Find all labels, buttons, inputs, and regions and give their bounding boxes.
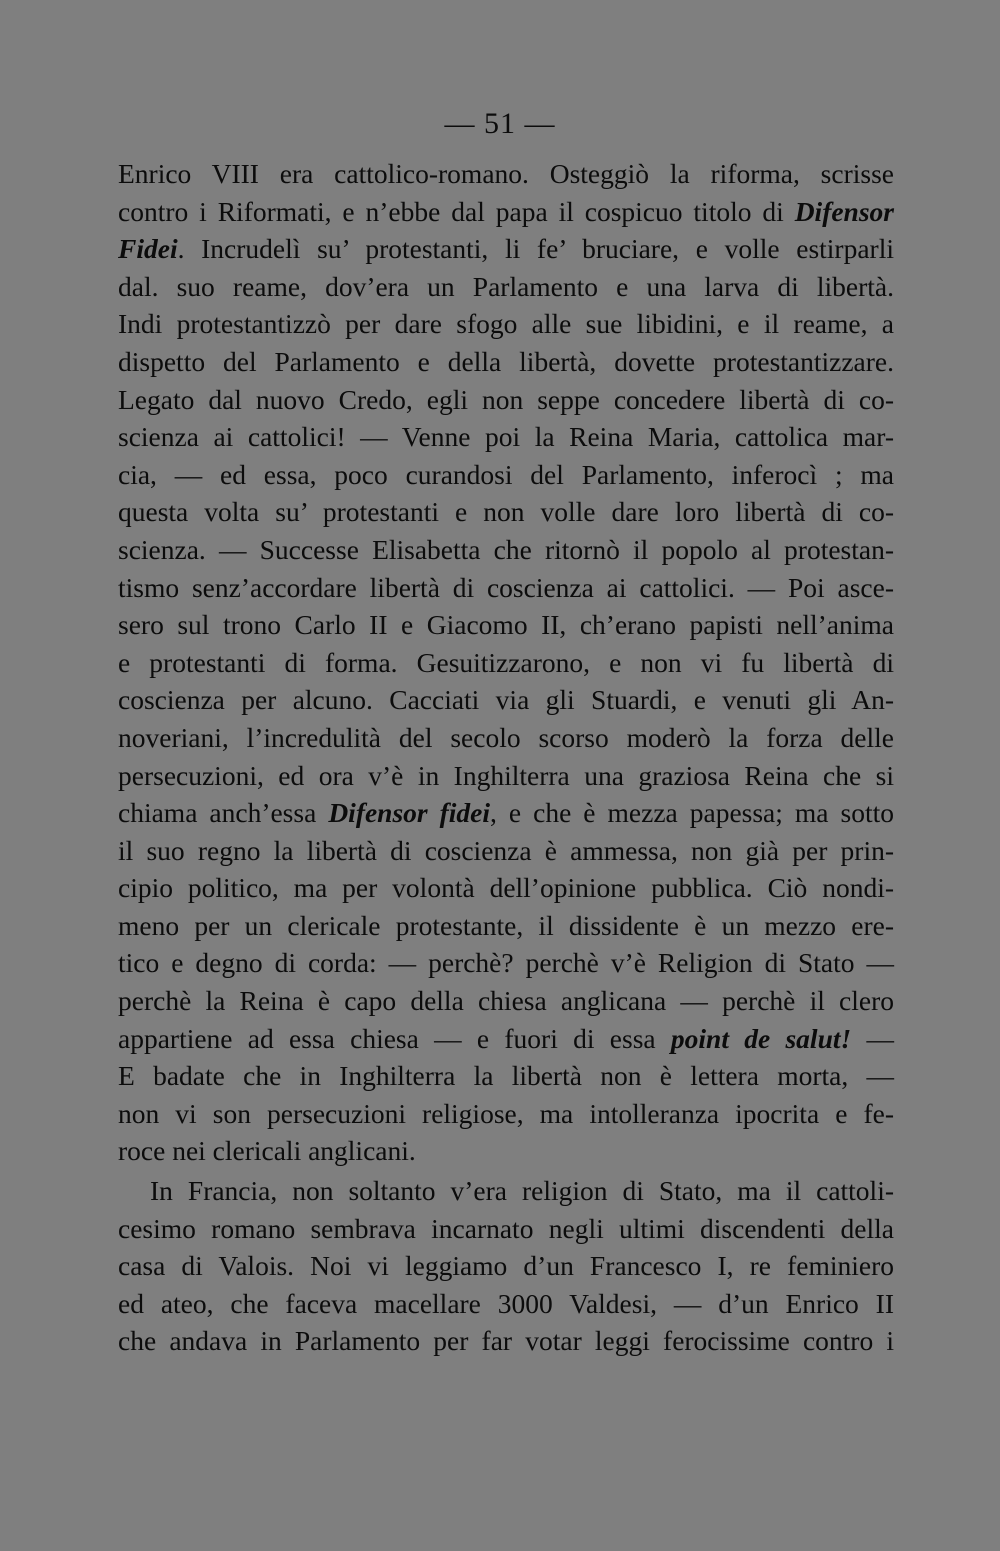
italic-phrase: Fidei xyxy=(118,233,178,265)
paragraph xyxy=(118,155,894,1170)
text-line xyxy=(118,456,894,494)
text-line xyxy=(118,757,894,795)
text-segment: questa volta su’ protestanti e non volle dare loro libertà di co- xyxy=(118,496,894,528)
text-line xyxy=(118,569,894,607)
text-segment: chiama anch’essa xyxy=(118,797,329,829)
text-segment: ed ateo, che faceva macellare 3000 Valdesi, — d’un Enrico II xyxy=(118,1287,894,1319)
text-segment: che andava in Parlamento per far votar leggi ferocissime contro i xyxy=(118,1325,894,1357)
text-segment: dal. suo reame, dov’era un Parlamento e una larva di libertà. xyxy=(118,270,894,302)
italic-phrase: Difensor fidei xyxy=(328,797,491,829)
text-segment: meno per un clericale protestante, il dissidente è un mezzo ere- xyxy=(118,909,894,941)
text-line xyxy=(118,869,894,907)
italic-phrase: point de salut! xyxy=(670,1022,852,1054)
text-line xyxy=(118,381,894,419)
text-segment: tico e degno di corda: — perchè? perchè v’è Religion di Stato — xyxy=(118,947,894,979)
italic-phrase: Difensor xyxy=(794,195,894,227)
text-segment: sero sul trono Carlo II e Giacomo II, ch’erano papisti nell’anima xyxy=(118,609,894,641)
text-line xyxy=(118,982,894,1020)
text-line xyxy=(118,230,894,268)
text-line xyxy=(118,794,894,832)
text-segment: contro i Riformati, e n’ebbe dal papa il cospicuo titolo di xyxy=(118,195,795,227)
text-line xyxy=(118,1020,894,1058)
text-line xyxy=(118,1095,894,1133)
text-line xyxy=(118,832,894,870)
text-segment: scienza. — Successe Elisabetta che ritornò il popolo al protestan- xyxy=(118,533,894,565)
text-line xyxy=(118,305,894,343)
body-text xyxy=(118,155,894,1360)
text-line xyxy=(118,944,894,982)
text-segment: perchè la Reina è capo della chiesa anglicana — perchè il clero xyxy=(118,985,894,1017)
text-segment: — xyxy=(851,1022,894,1054)
text-segment: Legato dal nuovo Credo, egli non seppe concedere libertà di co- xyxy=(118,383,894,415)
paragraph xyxy=(118,1172,894,1360)
text-segment: noveriani, l’incredulità del secolo scorso moderò la forza delle xyxy=(118,721,894,753)
text-segment: dispetto del Parlamento e della libertà, dovette protestantizzare. xyxy=(118,345,894,377)
text-line xyxy=(118,343,894,381)
text-line xyxy=(118,155,894,193)
text-segment: cesimo romano sembrava incarnato negli ultimi discendenti della xyxy=(118,1212,894,1244)
text-segment: cipio politico, ma per volontà dell’opinione pubblica. Ciò nondi- xyxy=(118,872,894,904)
text-line xyxy=(118,644,894,682)
text-segment: casa di Valois. Noi vi leggiamo d’un Francesco I, re feminiero xyxy=(118,1250,894,1282)
text-segment: persecuzioni, ed ora v’è in Inghilterra una graziosa Reina che si xyxy=(118,759,894,791)
text-segment: cia, — ed essa, poco curandosi del Parlamento, inferocì ; ma xyxy=(118,458,894,490)
text-line xyxy=(118,1210,894,1248)
text-line xyxy=(118,1057,894,1095)
text-line xyxy=(118,493,894,531)
text-line xyxy=(118,1172,894,1210)
text-segment: . Incrudelì su’ protestanti, li fe’ bruciare, e volle estirparli xyxy=(177,233,894,265)
text-segment: Enrico VIII era cattolico-romano. Osteggiò la riforma, scrisse xyxy=(118,158,894,189)
text-segment: roce nei clericali anglicani. xyxy=(118,1135,416,1167)
text-line xyxy=(118,606,894,644)
page-number: — 51 — xyxy=(444,107,556,140)
text-line xyxy=(118,1285,894,1323)
text-segment: coscienza per alcuno. Cacciati via gli Stuardi, e venuti gli An- xyxy=(118,684,894,716)
text-segment: In Francia, non soltanto v’era religion di Stato, ma il cattoli- xyxy=(150,1175,894,1207)
text-segment: e protestanti di forma. Gesuitizzarono, e non vi fu libertà di xyxy=(118,646,894,678)
text-line xyxy=(118,1132,894,1170)
text-segment: tismo senz’accordare libertà di coscienza ai cattolici. — Poi asce- xyxy=(118,571,894,603)
text-segment: appartiene ad essa chiesa — e fuori di essa xyxy=(118,1022,671,1054)
text-line xyxy=(118,1247,894,1285)
text-line xyxy=(118,418,894,456)
text-segment: Indi protestantizzò per dare sfogo alle sue libidini, e il reame, a xyxy=(118,308,894,340)
text-line xyxy=(118,907,894,945)
text-segment: non vi son persecuzioni religiose, ma intolleranza ipocrita e fe- xyxy=(118,1097,894,1129)
text-line xyxy=(118,531,894,569)
text-segment: E badate che in Inghilterra la libertà non è lettera morta, — xyxy=(118,1060,894,1092)
text-line xyxy=(118,268,894,306)
text-segment: scienza ai cattolici! — Venne poi la Reina Maria, cattolica mar- xyxy=(118,421,894,453)
text-segment: , e che è mezza papessa; ma sotto xyxy=(490,797,894,829)
text-line xyxy=(118,193,894,231)
text-line xyxy=(118,1322,894,1360)
text-line xyxy=(118,719,894,757)
text-segment: il suo regno la libertà di coscienza è ammessa, non già per prin- xyxy=(118,834,894,866)
text-line xyxy=(118,681,894,719)
